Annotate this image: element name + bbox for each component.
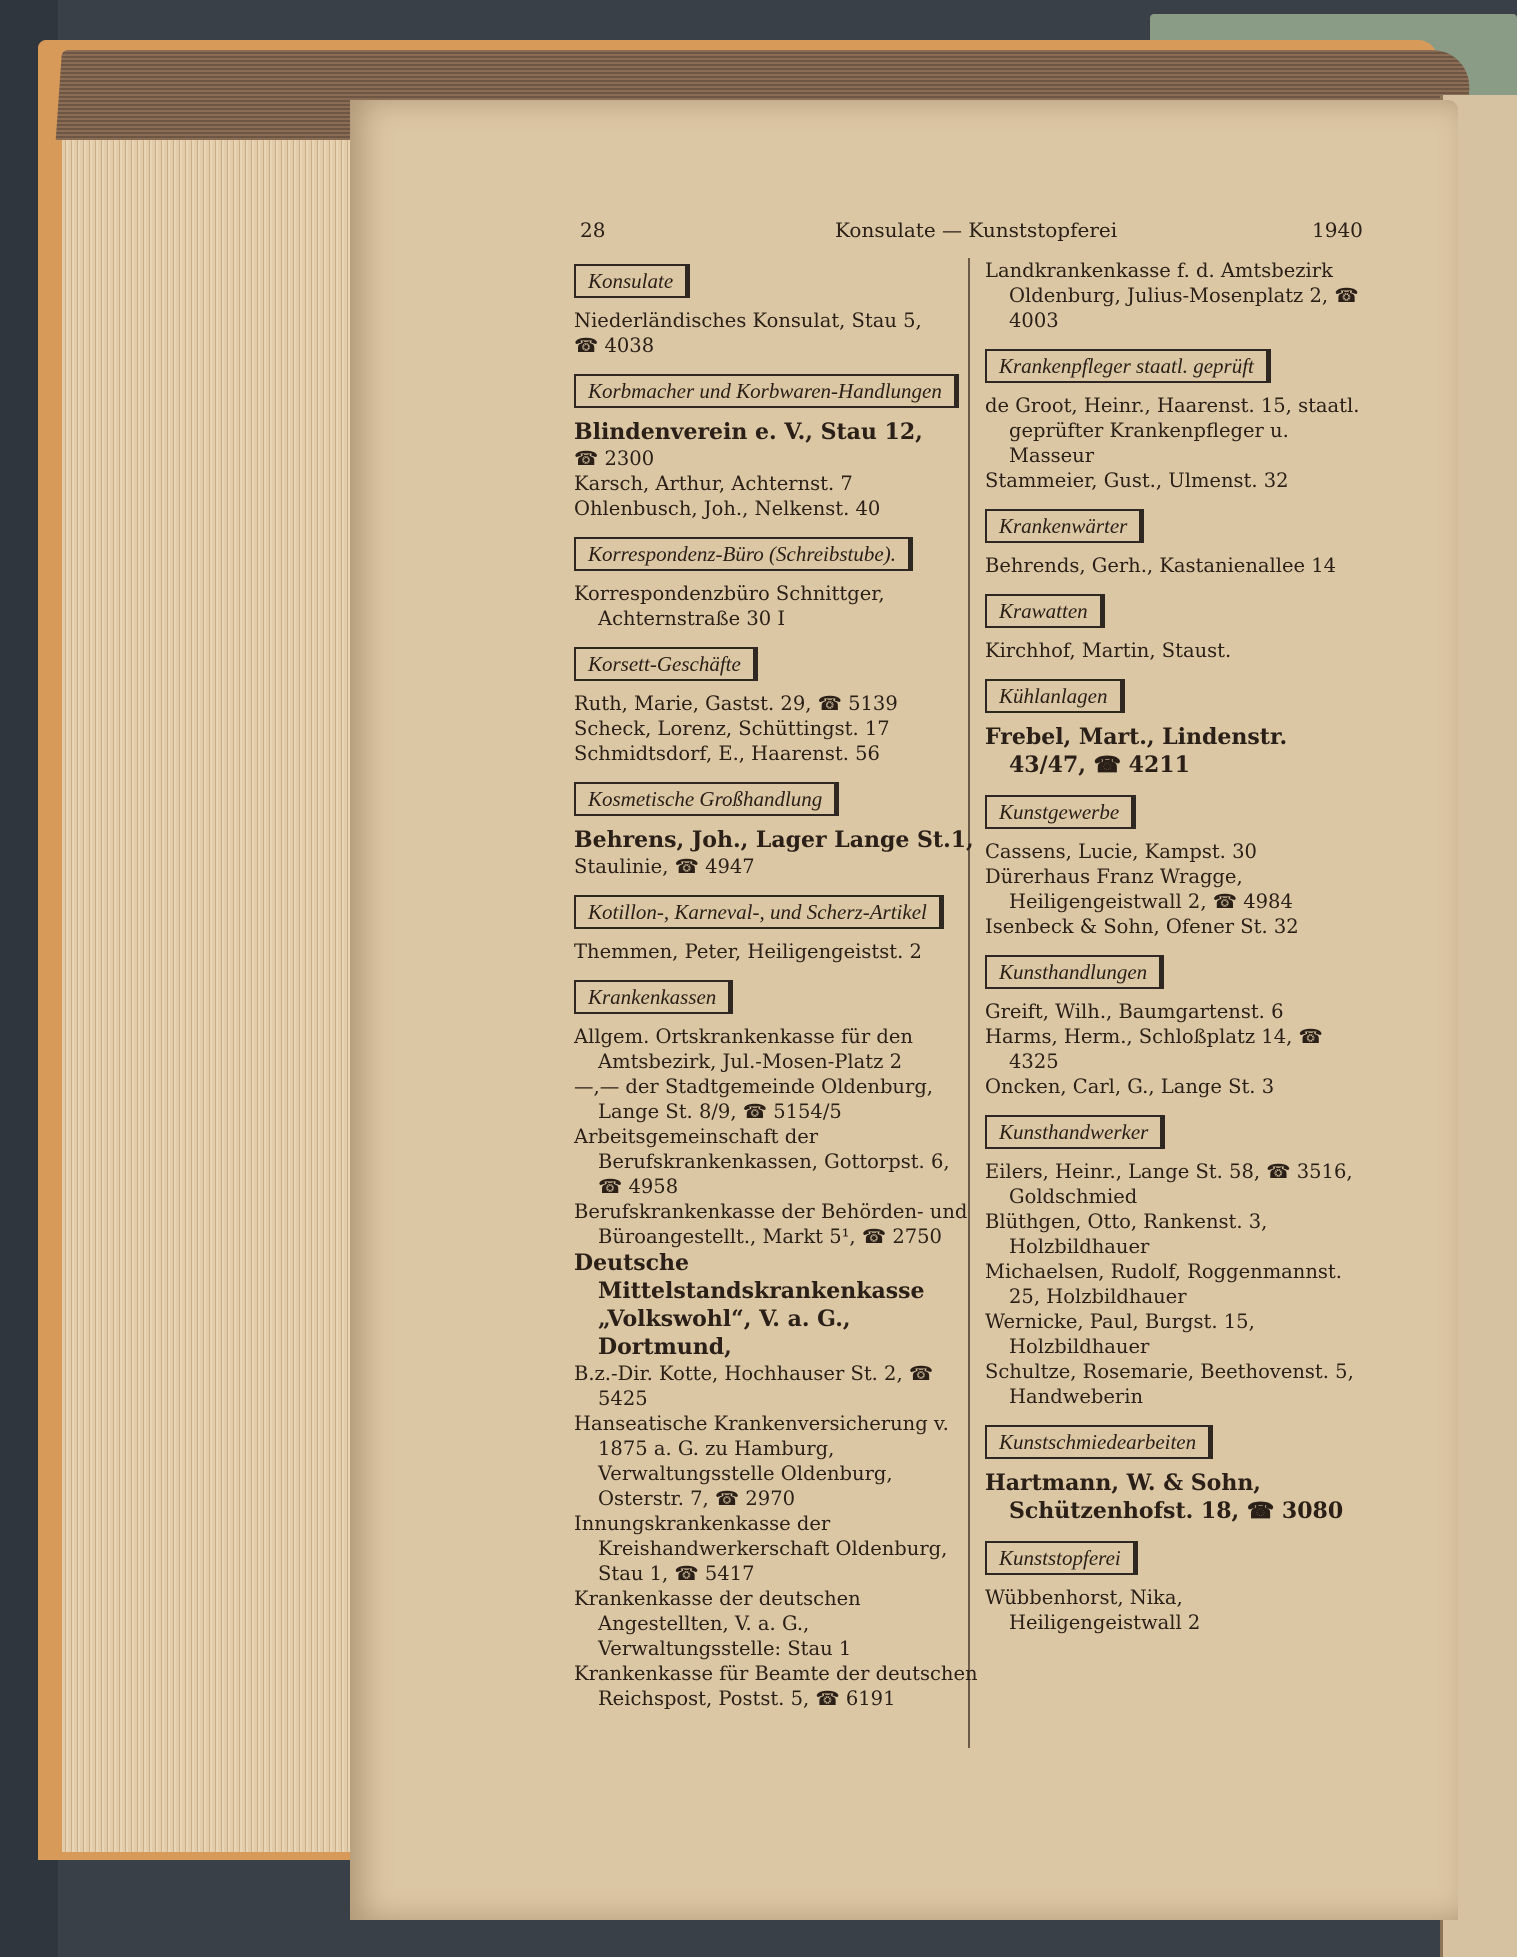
directory-entry: Cassens, Lucie, Kampst. 30 <box>985 840 1257 863</box>
directory-section <box>574 974 978 1711</box>
directory-entry: —,— der Stadtgemeinde Oldenburg, Lange St. 8/9, ☎ 5154/5 <box>574 1075 933 1123</box>
running-header: Konsulate — Kunststopferei <box>835 218 1118 242</box>
section-heading: Kunstgewerbe <box>985 795 1136 829</box>
directory-entry: Frebel, Mart., Lindenstr. 43/47, ☎ 4211 <box>985 724 1288 778</box>
section-heading: Konsulate <box>574 264 690 298</box>
directory-section <box>985 789 1360 939</box>
section-heading: Kunsthandlungen <box>985 955 1164 989</box>
directory-section <box>574 368 978 521</box>
directory-entry: Staulinie, ☎ 4947 <box>574 855 755 878</box>
right-column <box>985 258 1360 1645</box>
directory-section <box>985 503 1360 578</box>
directory-entry: ☎ 2300 <box>574 447 655 470</box>
directory-section <box>985 1109 1360 1409</box>
directory-entry: Korrespondenzbüro Schnittger, Achternstraße 30 I <box>574 582 885 630</box>
section-heading: Kosmetische Großhandlung <box>574 782 839 816</box>
directory-entry: Landkrankenkasse f. d. Amtsbezirk Oldenburg, Julius-Mosenplatz 2, ☎ 4003 <box>985 259 1359 332</box>
directory-entry: Ruth, Marie, Gastst. 29, ☎ 5139 <box>574 692 898 715</box>
section-heading: Kühlanlagen <box>985 679 1125 713</box>
directory-entry: Krankenkasse für Beamte der deutschen Reichspost, Postst. 5, ☎ 6191 <box>574 1662 978 1710</box>
directory-entry: Niederländisches Konsulat, Stau 5, <box>574 309 922 332</box>
directory-section <box>985 949 1360 1099</box>
directory-entry: Deutsche Mittelstandskrankenkasse „Volkswohl“, V. a. G., Dortmund, <box>574 1250 925 1360</box>
directory-entry: Berufskrankenkasse der Behörden- und Büroangestellt., Markt 5¹, ☎ 2750 <box>574 1200 968 1248</box>
section-heading: Korbmacher und Korbwaren-Handlungen <box>574 374 959 408</box>
directory-entry: Arbeitsgemeinschaft der Berufskrankenkassen, Gottorpst. 6, ☎ 4958 <box>574 1125 950 1198</box>
directory-entry: Eilers, Heinr., Lange St. 58, ☎ 3516, Goldschmied <box>985 1160 1353 1208</box>
directory-entry: Hanseatische Krankenversicherung v. 1875 a. G. zu Hamburg, Verwaltungsstelle Oldenburg, Osterstr. 7, ☎ 2970 <box>574 1412 949 1510</box>
directory-section <box>574 641 978 766</box>
directory-entry: Wübbenhorst, Nika, Heiligengeistwall 2 <box>985 1586 1201 1634</box>
directory-entry: Blüthgen, Otto, Rankenst. 3, Holzbildhauer <box>985 1210 1268 1258</box>
directory-section <box>985 258 1360 333</box>
directory-entry: Michaelsen, Rudolf, Roggenmannst. 25, Holzbildhauer <box>985 1260 1342 1308</box>
directory-section <box>985 1419 1360 1525</box>
directory-entry: Behrens, Joh., Lager Lange St.1, <box>574 827 974 853</box>
directory-entry: Kirchhof, Martin, Staust. <box>985 639 1232 662</box>
book-page-edges <box>62 62 362 1852</box>
directory-entry: Isenbeck & Sohn, Ofener St. 32 <box>985 915 1299 938</box>
directory-entry: Wernicke, Paul, Burgst. 15, Holzbildhauer <box>985 1310 1255 1358</box>
directory-section <box>985 588 1360 663</box>
section-heading: Korsett-Geschäfte <box>574 647 758 681</box>
section-heading: Korrespondenz-Büro (Schreibstube). <box>574 537 913 571</box>
directory-section <box>985 673 1360 779</box>
left-column <box>574 258 978 1721</box>
directory-entry: Oncken, Carl, G., Lange St. 3 <box>985 1075 1275 1098</box>
directory-entry: B.z.-Dir. Kotte, Hochhauser St. 2, ☎ 5425 <box>574 1362 934 1410</box>
section-heading: Krawatten <box>985 594 1105 628</box>
directory-section <box>574 776 978 879</box>
directory-entry: Schmidtsdorf, E., Haarenst. 56 <box>574 742 880 765</box>
section-heading: Kunststopferei <box>985 1541 1138 1575</box>
directory-section <box>574 531 978 631</box>
directory-entry: Allgem. Ortskrankenkasse für den Amtsbezirk, Jul.-Mosen-Platz 2 <box>574 1025 913 1073</box>
section-heading: Kunsthandwerker <box>985 1115 1165 1149</box>
section-heading: Krankenkassen <box>574 980 733 1014</box>
directory-entry: Karsch, Arthur, Achternst. 7 <box>574 472 853 495</box>
directory-entry: Schultze, Rosemarie, Beethovenst. 5, Handweberin <box>985 1360 1354 1408</box>
section-heading: Kotillon-, Karneval-, und Scherz-Artikel <box>574 895 944 929</box>
directory-entry: Krankenkasse der deutschen Angestellten, V. a. G., Verwaltungsstelle: Stau 1 <box>574 1587 861 1660</box>
directory-entry: Ohlenbusch, Joh., Nelkenst. 40 <box>574 497 881 520</box>
directory-entry: Scheck, Lorenz, Schüttingst. 17 <box>574 717 890 740</box>
section-heading: Kunstschmiedearbeiten <box>985 1425 1213 1459</box>
directory-section <box>574 889 978 964</box>
directory-entry: Greift, Wilh., Baumgartenst. 6 <box>985 1000 1284 1023</box>
directory-section <box>985 343 1360 493</box>
directory-entry: Blindenverein e. V., Stau 12, <box>574 419 923 445</box>
directory-entry: Innungskrankenkasse der Kreishandwerkerschaft Oldenburg, Stau 1, ☎ 5417 <box>574 1512 948 1585</box>
directory-entry: ☎ 4038 <box>574 334 655 357</box>
directory-entry: Stammeier, Gust., Ulmenst. 32 <box>985 469 1289 492</box>
directory-section <box>985 1535 1360 1635</box>
page-number: 28 <box>580 218 606 242</box>
directory-entry: Dürerhaus Franz Wragge, Heiligengeistwall 2, ☎ 4984 <box>985 865 1293 913</box>
section-heading: Krankenwärter <box>985 509 1144 543</box>
directory-entry: Hartmann, W. & Sohn, Schützenhofst. 18, ☎ 3080 <box>985 1470 1344 1524</box>
directory-section <box>574 258 978 358</box>
directory-entry: Harms, Herm., Schloßplatz 14, ☎ 4325 <box>985 1025 1323 1073</box>
section-heading: Krankenpfleger staatl. geprüft <box>985 349 1271 383</box>
directory-entry: Behrends, Gerh., Kastanienallee 14 <box>985 554 1337 577</box>
directory-entry: de Groot, Heinr., Haarenst. 15, staatl. geprüfter Krankenpfleger u. Masseur <box>985 394 1360 467</box>
year-header: 1940 <box>1312 218 1363 242</box>
directory-entry: Themmen, Peter, Heiligengeistst. 2 <box>574 940 922 963</box>
